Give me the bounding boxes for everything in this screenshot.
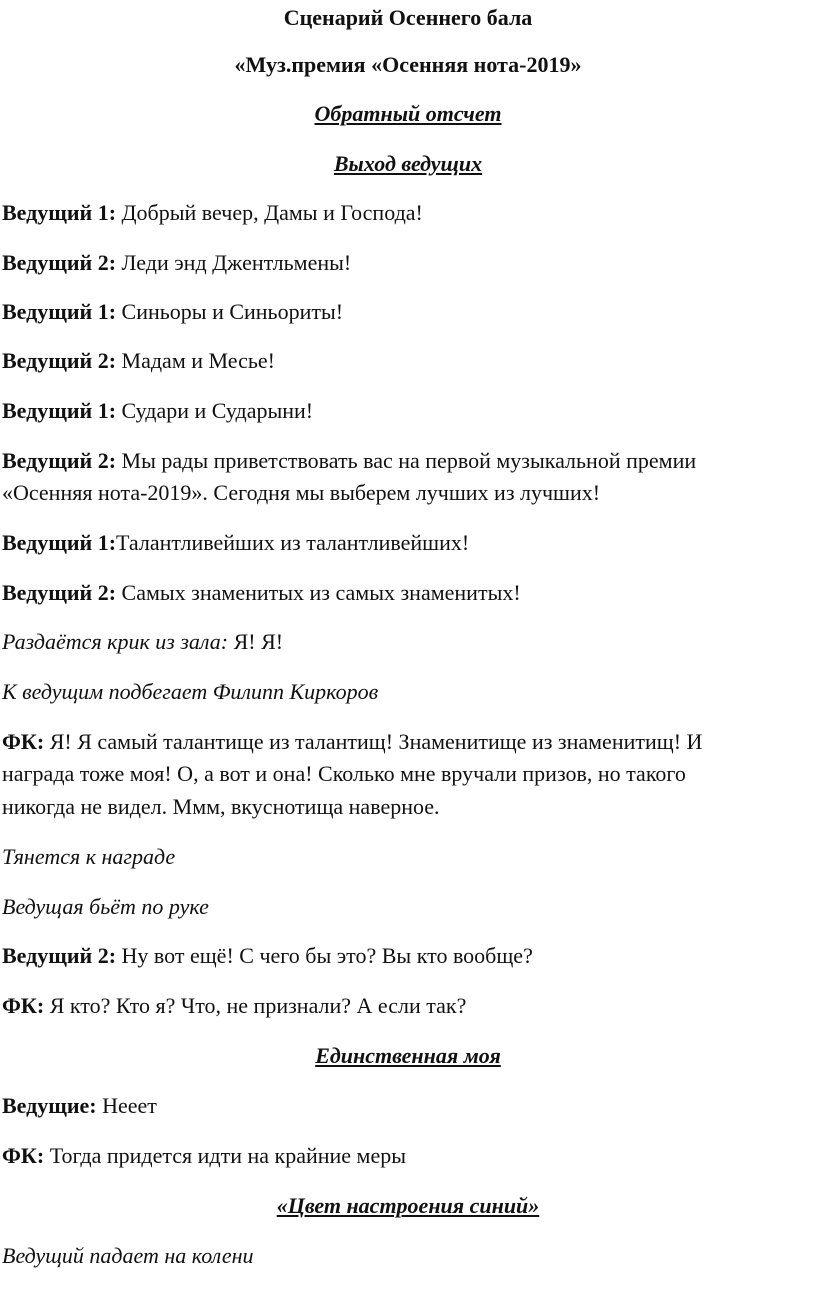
dialogue-text: Судари и Сударыни! xyxy=(116,398,314,423)
dialogue-text: «Осенняя нота-2019». Сегодня мы выберем лучших из лучших! xyxy=(2,480,601,505)
speaker-label: Ведущие: xyxy=(2,1093,97,1118)
stage-direction-reaches: Тянется к награде xyxy=(2,844,176,869)
dialogue-line-6-continued xyxy=(2,478,812,508)
stage-direction-slaps: Ведущая бьёт по руке xyxy=(2,894,209,919)
dialogue-text: Самых знаменитых из самых знаменитых! xyxy=(116,580,521,605)
dialogue-line-6 xyxy=(2,446,812,476)
fk-extreme xyxy=(2,1141,812,1171)
dialogue-text: Нееет xyxy=(96,1093,157,1118)
stage-direction-shout xyxy=(2,627,812,657)
dialogue-text: Леди энд Джентльмены! xyxy=(116,250,352,275)
speaker-label: Ведущий 1: xyxy=(2,200,117,225)
speaker-label: Ведущий 1: xyxy=(2,530,117,555)
dialogue-text: Мадам и Месье! xyxy=(116,348,275,373)
dialogue-line-7 xyxy=(2,528,812,558)
dialogue-text: Тогда придется идти на крайние меры xyxy=(44,1143,407,1168)
speaker-label: ФК: xyxy=(2,729,45,754)
document-title: Сценарий Осеннего бала xyxy=(283,5,533,30)
dialogue-line-1 xyxy=(2,198,812,228)
dialogue-text: Талантливейших из талантливейших! xyxy=(116,530,470,555)
speaker-label: Ведущий 2: xyxy=(2,348,117,373)
stage-direction-text: Раздаётся крик из зала: xyxy=(2,629,229,654)
dialogue-text: Мы рады приветствовать вас на первой музыкальной премии xyxy=(116,448,697,473)
speaker-label: Ведущий 1: xyxy=(2,398,117,423)
speaker-label: ФК: xyxy=(2,993,45,1018)
heading-hosts-enter: Выход ведущих xyxy=(333,151,483,176)
hosts-reply xyxy=(2,1091,812,1121)
fk-speech-line-2 xyxy=(2,759,812,789)
host2-question xyxy=(2,941,812,971)
speaker-label: Ведущий 2: xyxy=(2,250,117,275)
dialogue-text: Синьоры и Синьориты! xyxy=(116,299,344,324)
dialogue-line-2 xyxy=(2,248,812,278)
speaker-label: Ведущий 2: xyxy=(2,448,117,473)
dialogue-text: Я! Я! xyxy=(228,629,284,654)
dialogue-text: Я! Я самый талантище из талантищ! Знаменитище из знаменитищ! И xyxy=(44,729,703,754)
dialogue-text: Добрый вечер, Дамы и Господа! xyxy=(116,200,423,225)
fk-question xyxy=(2,991,812,1021)
speaker-label: Ведущий 1: xyxy=(2,299,117,324)
stage-direction-kneels: Ведущий падает на колени xyxy=(2,1243,254,1268)
fk-speech-line-3 xyxy=(2,792,812,822)
document-subtitle: «Муз.премия «Осенняя нота-2019» xyxy=(234,52,582,77)
dialogue-text: Я кто? Кто я? Что, не признали? А если так? xyxy=(44,993,467,1018)
dialogue-text: Ну вот ещё! С чего бы это? Вы кто вообще? xyxy=(116,943,533,968)
fk-speech-line-1 xyxy=(2,727,812,757)
dialogue-line-5 xyxy=(2,396,812,426)
stage-direction-kirkorov: К ведущим подбегает Филипп Киркоров xyxy=(2,679,379,704)
dialogue-text: никогда не видел. Ммм, вкуснотища наверное. xyxy=(2,794,440,819)
song-title-2: «Цвет настроения синий» xyxy=(276,1193,540,1218)
speaker-label: ФК: xyxy=(2,1143,45,1168)
speaker-label: Ведущий 2: xyxy=(2,943,117,968)
heading-countdown: Обратный отсчет xyxy=(314,101,502,126)
dialogue-text: награда тоже моя! О, а вот и она! Сколько мне вручали призов, но такого xyxy=(2,761,686,786)
song-title-1: Единственная моя xyxy=(315,1043,501,1068)
speaker-label: Ведущий 2: xyxy=(2,580,117,605)
dialogue-line-3 xyxy=(2,297,812,327)
dialogue-line-4 xyxy=(2,346,812,376)
dialogue-line-8 xyxy=(2,578,812,608)
